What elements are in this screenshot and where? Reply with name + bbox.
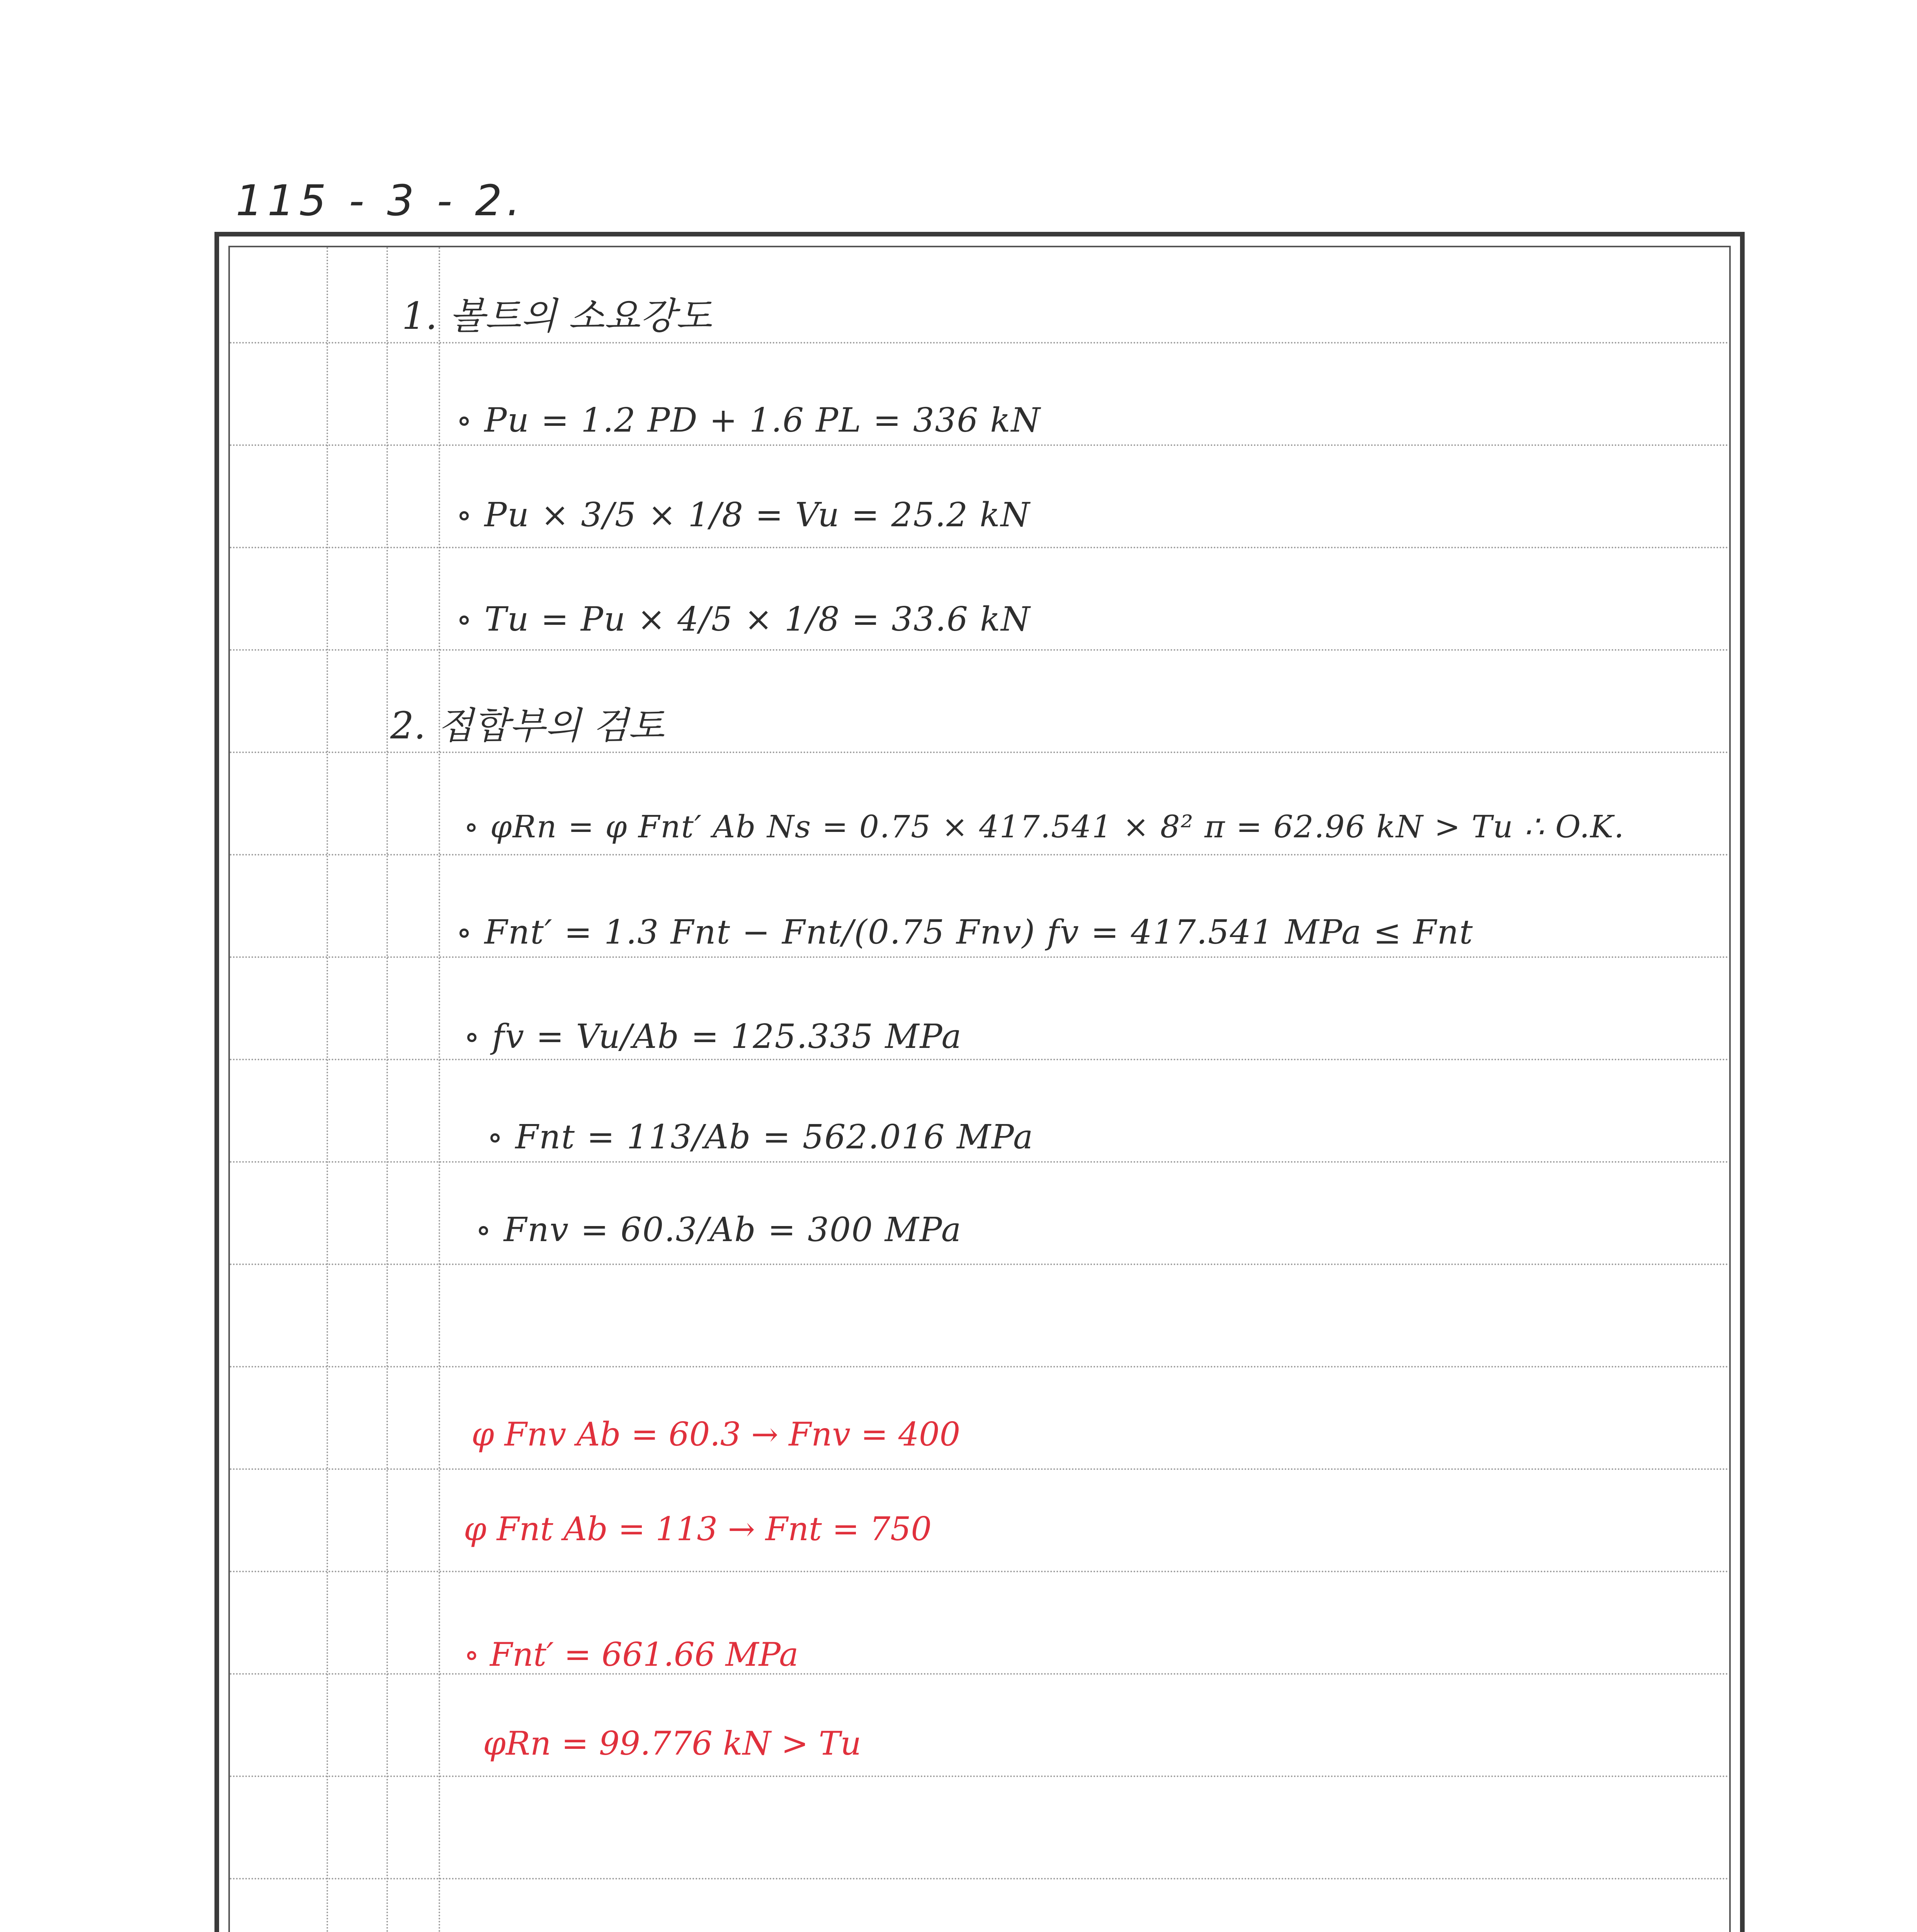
s2-line-4: ∘ Fnt = 113/Ab = 562.016 MPa — [487, 1118, 1034, 1156]
ruled-line — [230, 752, 1729, 753]
ruled-line — [230, 1264, 1729, 1265]
correction-line-3: ∘ Fnt′ = 661.66 MPa — [464, 1636, 799, 1673]
ruled-line — [230, 547, 1729, 548]
ruled-line — [230, 1878, 1729, 1879]
ruled-line — [230, 649, 1729, 651]
ruled-line — [230, 1059, 1729, 1060]
section-1-heading: 1. 볼트의 소요강도 — [402, 294, 712, 338]
s1-line-2: ∘ Pu × 3/5 × 1/8 = Vu = 25.2 kN — [456, 496, 1031, 534]
ruled-line — [230, 1161, 1729, 1163]
s2-line-2: ∘ Fnt′ = 1.3 Fnt − Fnt/(0.75 Fnv) fv = 417.541 MPa ≤ Fnt — [456, 913, 1474, 952]
correction-line-4: φRn = 99.776 kN > Tu — [483, 1725, 861, 1762]
s1-line-1: ∘ Pu = 1.2 PD + 1.6 PL = 336 kN — [456, 401, 1041, 440]
section-2-heading: 2. 접합부의 검토 — [390, 704, 665, 747]
ruled-line — [230, 1776, 1729, 1777]
margin-guide — [439, 247, 440, 1932]
margin-guide — [327, 247, 328, 1932]
ruled-line — [230, 444, 1729, 446]
ruled-line — [230, 1468, 1729, 1470]
s1-line-3: ∘ Tu = Pu × 4/5 × 1/8 = 33.6 kN — [456, 600, 1031, 639]
ruled-line — [230, 342, 1729, 344]
correction-line-2: φ Fnt Ab = 113 → Fnt = 750 — [464, 1510, 932, 1548]
ruled-line — [230, 1571, 1729, 1572]
s2-line-1: ∘ φRn = φ Fnt′ Ab Ns = 0.75 × 417.541 × 8² π = 62.96 kN > Tu ∴ O.K. — [464, 809, 1625, 845]
s2-line-5: ∘ Fnv = 60.3/Ab = 300 MPa — [475, 1211, 962, 1249]
page-number: 115 - 3 - 2. — [236, 176, 525, 225]
ruled-line — [230, 854, 1729, 855]
s2-line-3: ∘ fv = Vu/Ab = 125.335 MPa — [464, 1017, 962, 1056]
ruled-line — [230, 1366, 1729, 1367]
ruled-sheet — [214, 232, 1745, 1932]
ruled-line — [230, 1673, 1729, 1675]
ruled-line — [230, 956, 1729, 958]
correction-line-1: φ Fnv Ab = 60.3 → Fnv = 400 — [471, 1415, 961, 1453]
margin-guide — [386, 247, 388, 1932]
